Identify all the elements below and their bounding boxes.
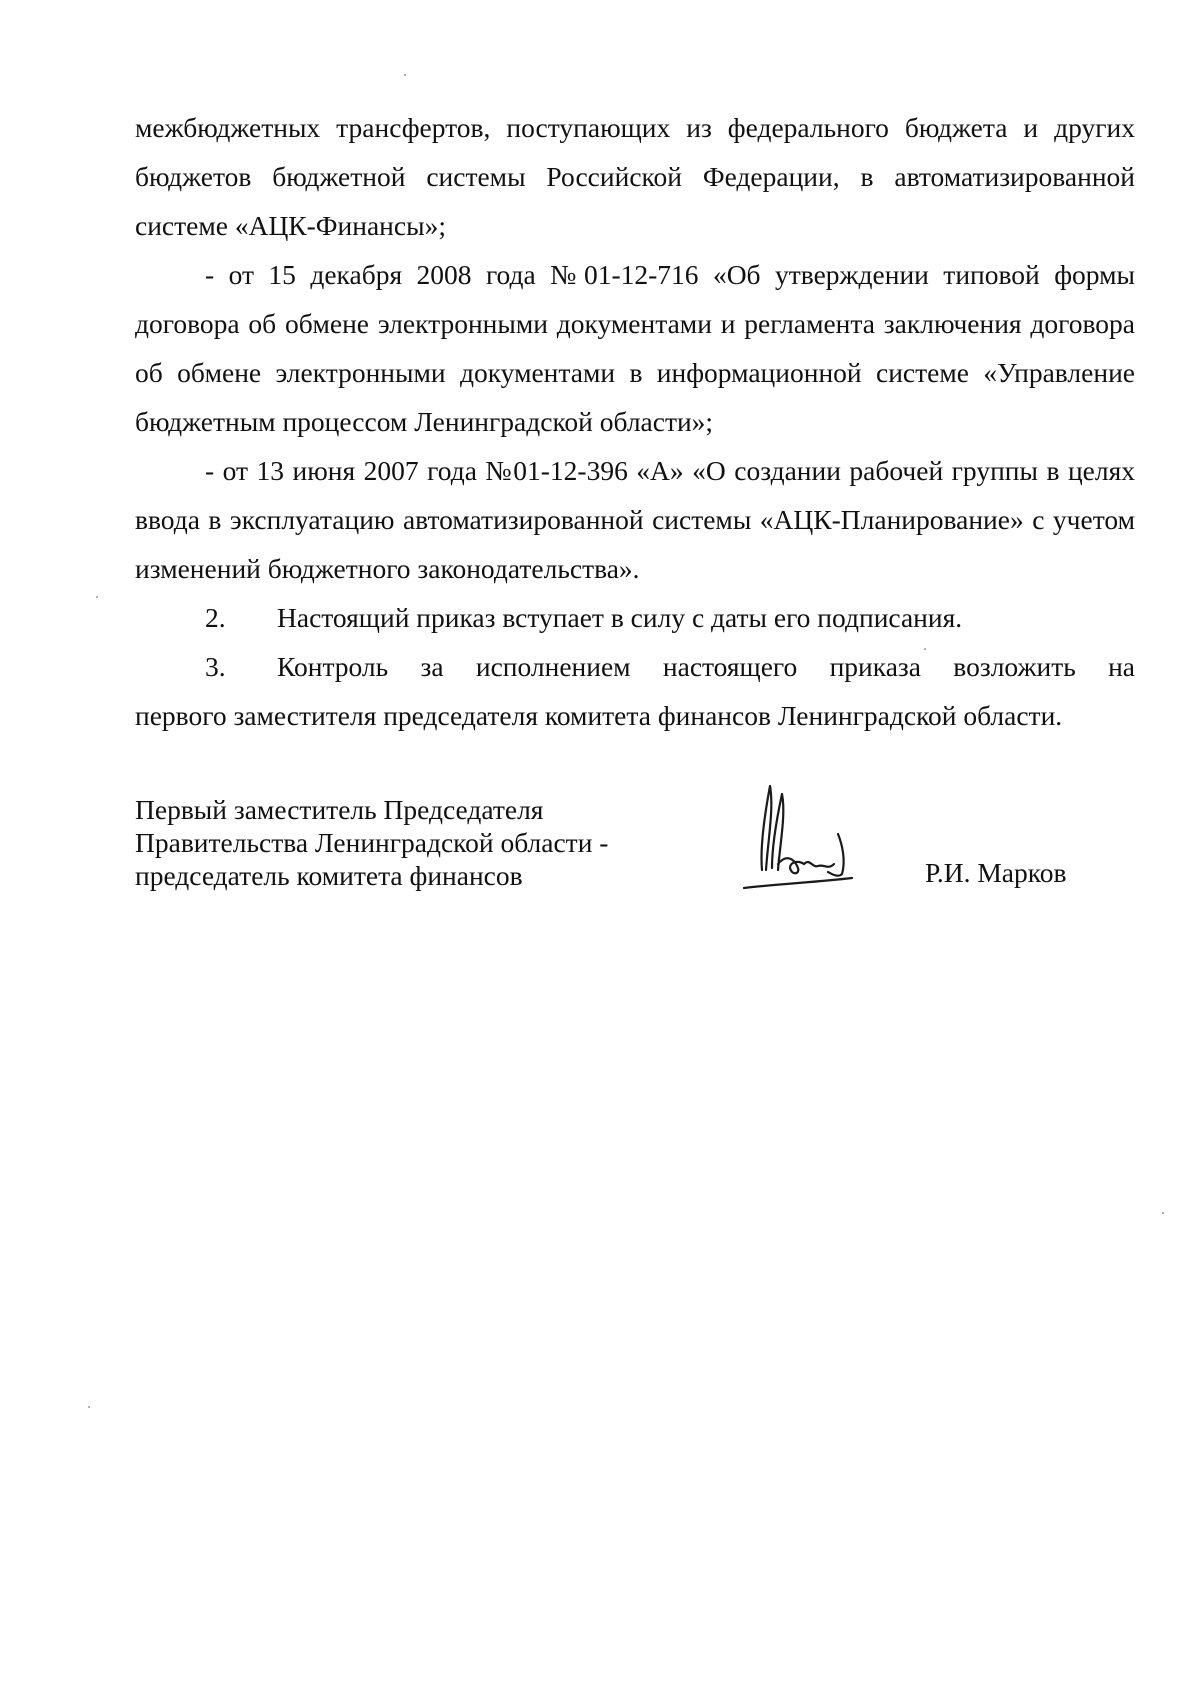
paragraph-transfers: межбюджетных трансфертов, поступающих из федерального бюджета и других бюджетов бюджетной системы Российской Федерации, в автоматизированной системе «АЦК-Финансы»; [135,112,1135,241]
paragraph-order-2008: - от 15 декабря 2008 года №01-12-716 «Об утверждении типовой формы договора об обмене электронными документами и регламента заключения договора об обмене электронными документами в информационной системе «Управление бюджетным процессом Ленинградской области»; [135,259,1135,437]
position-line-2: Правительства Ленинградской области - [135,827,609,858]
document-body [135,103,1135,740]
scan-speck [1162,1212,1164,1214]
position-line-3: председатель комитета финансов [135,860,523,891]
item-3-number: 3. [205,651,226,682]
scan-speck [96,596,98,598]
item-3-text: Контроль за исполнением настоящего приказа возложить на [277,651,1135,682]
scan-speck [924,648,926,650]
signatory-position [135,793,735,892]
signatory-name: Р.И. Марков [925,857,1067,888]
handwritten-signature [738,778,858,898]
item-3-text-continued: первого заместителя председателя комитета финансов Ленинградской области. [135,700,1063,731]
item-2-text: Настоящий приказ вступает в силу с даты его подписания. [277,602,963,633]
paragraph-order-2007: - от 13 июня 2007 года №01-12-396 «А» «О создании рабочей группы в целях ввода в эксплуатацию автоматизированной системы «АЦК-Планирование» с учетом изменений бюджетного законодательства». [135,455,1135,584]
item-2 [135,593,1135,642]
position-line-1: Первый заместитель Председателя [135,794,544,825]
item-3 [135,642,1135,691]
scan-speck [88,1406,90,1408]
item-2-number: 2. [205,602,226,633]
scan-speck [404,74,406,76]
